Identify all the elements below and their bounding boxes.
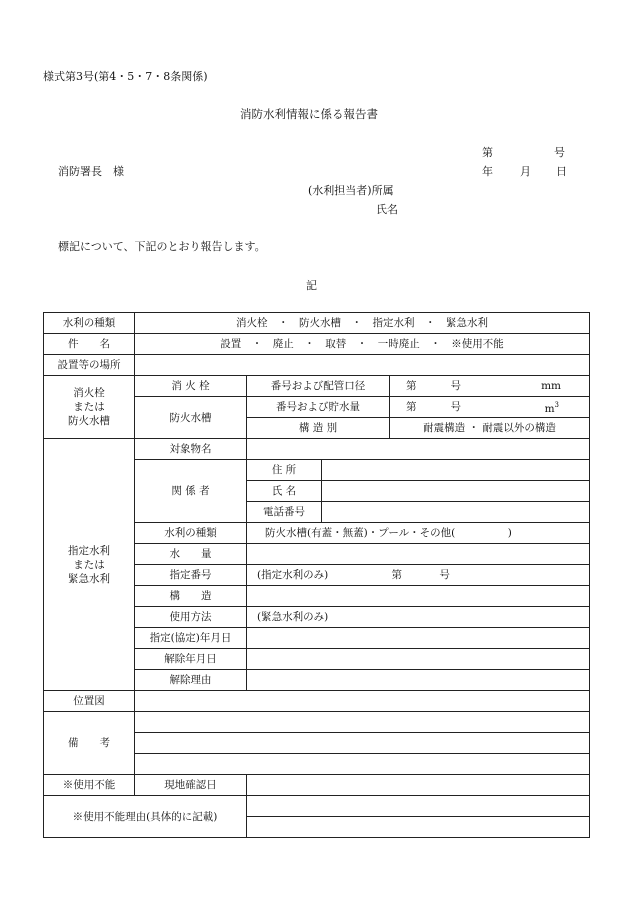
- designated-number-label: 指定番号: [135, 565, 247, 586]
- row-location: [44, 355, 590, 376]
- row-water-type: [44, 313, 590, 334]
- date-day: 日: [556, 165, 567, 178]
- hydrant-group-label: [44, 376, 135, 439]
- water-type-options[interactable]: 消火栓 ・ 防火水槽 ・ 指定水利 ・ 緊急水利: [135, 313, 590, 334]
- designated-number-prefix: 第: [391, 569, 403, 581]
- designated-date-field[interactable]: [247, 628, 590, 649]
- unusable-reason-label: ※使用不能理由(具体的に記載): [44, 796, 247, 838]
- water-amount-field[interactable]: [247, 544, 590, 565]
- designated-date-label: 指定(協定)年月日: [135, 628, 247, 649]
- site-check-date-label: 現地確認日: [135, 775, 247, 796]
- designated-number-note: (指定水利のみ): [257, 569, 329, 581]
- row-matter: [44, 334, 590, 355]
- person-name-label: 氏 名: [247, 481, 322, 502]
- designated-water-type-options[interactable]: 防火水槽(有蓋・無蓋)・プール・その他( ): [247, 523, 590, 544]
- tank-unit-base: m: [544, 402, 555, 415]
- tank-no-prefix: 第: [406, 401, 417, 413]
- related-label: 関 係 者: [135, 460, 247, 523]
- designated-group-line2: または: [73, 558, 105, 571]
- unusable-label: ※使用不能: [44, 775, 135, 796]
- hydrant-number-field[interactable]: [390, 376, 590, 397]
- designated-number-field[interactable]: [247, 565, 590, 586]
- designated-water-type-label: 水利の種類: [135, 523, 247, 544]
- date-year: 年: [482, 165, 493, 178]
- designated-number-suffix: 号: [439, 569, 450, 581]
- target-field[interactable]: [247, 439, 590, 460]
- page-title: 消防水利情報に係る報告書: [240, 107, 378, 121]
- hydrant-no-prefix: 第: [406, 380, 417, 392]
- addressee: 消防署長 様: [58, 165, 124, 178]
- row-target: [44, 439, 590, 460]
- remarks-field-2[interactable]: [135, 733, 590, 754]
- ki-heading: 記: [306, 279, 317, 292]
- form-number: 様式第3号(第4・5・7・8条関係): [43, 70, 208, 83]
- location-map-label: 位置図: [44, 691, 135, 712]
- remarks-field-1[interactable]: [135, 712, 590, 733]
- water-amount-label: 水 量: [135, 544, 247, 565]
- structure-options[interactable]: 耐震構造 ・ 耐震以外の構造: [390, 418, 590, 439]
- tank-label: 防火水槽: [135, 397, 247, 439]
- cancel-date-label: 解除年月日: [135, 649, 247, 670]
- matter-label: 件 名: [44, 334, 135, 355]
- address-label: 住 所: [247, 460, 322, 481]
- hydrant-group-line2: または: [73, 401, 105, 413]
- location-map-field[interactable]: [135, 691, 590, 712]
- row-unusable-reason-1: [44, 796, 590, 817]
- person-name-field[interactable]: [322, 481, 590, 502]
- location-label: 設置等の場所: [44, 355, 135, 376]
- hydrant-group-line3: 防火水槽: [68, 415, 110, 427]
- hydrant-no-suffix: 号: [450, 380, 461, 392]
- row-unusable: [44, 775, 590, 796]
- matter-options[interactable]: 設置 ・ 廃止 ・ 取替 ・ 一時廃止 ・ ※使用不能: [135, 334, 590, 355]
- report-form-table: [43, 312, 590, 838]
- water-type-label: 水利の種類: [44, 313, 135, 334]
- hydrant-label: 消 火 栓: [135, 376, 247, 397]
- designated-group-line1: 指定水利: [68, 544, 110, 557]
- hydrant-unit: mm: [541, 380, 561, 392]
- phone-field[interactable]: [322, 502, 590, 523]
- tank-number-field[interactable]: [390, 397, 590, 418]
- unusable-reason-field-1[interactable]: [247, 796, 590, 817]
- doc-number-suffix: 号: [554, 146, 565, 159]
- row-location-map: [44, 691, 590, 712]
- hydrant-field-label: 番号および配管口径: [247, 376, 390, 397]
- affiliation-label: (水利担当者)所属: [308, 184, 394, 197]
- target-label: 対象物名: [135, 439, 247, 460]
- tank-unit-sup: 3: [554, 401, 559, 410]
- cancel-date-field[interactable]: [247, 649, 590, 670]
- cancel-reason-label: 解除理由: [135, 670, 247, 691]
- remarks-label: 備 考: [44, 712, 135, 775]
- designated-group-line3: 緊急水利: [68, 572, 110, 585]
- usage-field[interactable]: (緊急水利のみ): [247, 607, 590, 628]
- row-hydrant: [44, 376, 590, 397]
- tank-no-suffix: 号: [450, 401, 461, 413]
- usage-label: 使用方法: [135, 607, 247, 628]
- date-month: 月: [520, 165, 531, 178]
- name-label: 氏名: [376, 203, 398, 216]
- hydrant-group-line1: 消火栓: [73, 387, 105, 399]
- site-check-date-field[interactable]: [247, 775, 590, 796]
- row-remarks-1: [44, 712, 590, 733]
- location-field[interactable]: [135, 355, 590, 376]
- designated-structure-field[interactable]: [247, 586, 590, 607]
- unusable-reason-field-2[interactable]: [247, 817, 590, 838]
- designated-group-label: [44, 439, 135, 691]
- remarks-field-3[interactable]: [135, 754, 590, 775]
- intro-text: 標記について、下記のとおり報告します。: [58, 240, 266, 253]
- doc-number-prefix: 第: [482, 146, 493, 159]
- cancel-reason-field[interactable]: [247, 670, 590, 691]
- address-field[interactable]: [322, 460, 590, 481]
- structure-label: 構 造 別: [247, 418, 390, 439]
- tank-field-label: 番号および貯水量: [247, 397, 390, 418]
- designated-structure-label: 構 造: [135, 586, 247, 607]
- phone-label: 電話番号: [247, 502, 322, 523]
- tank-unit: [545, 399, 585, 415]
